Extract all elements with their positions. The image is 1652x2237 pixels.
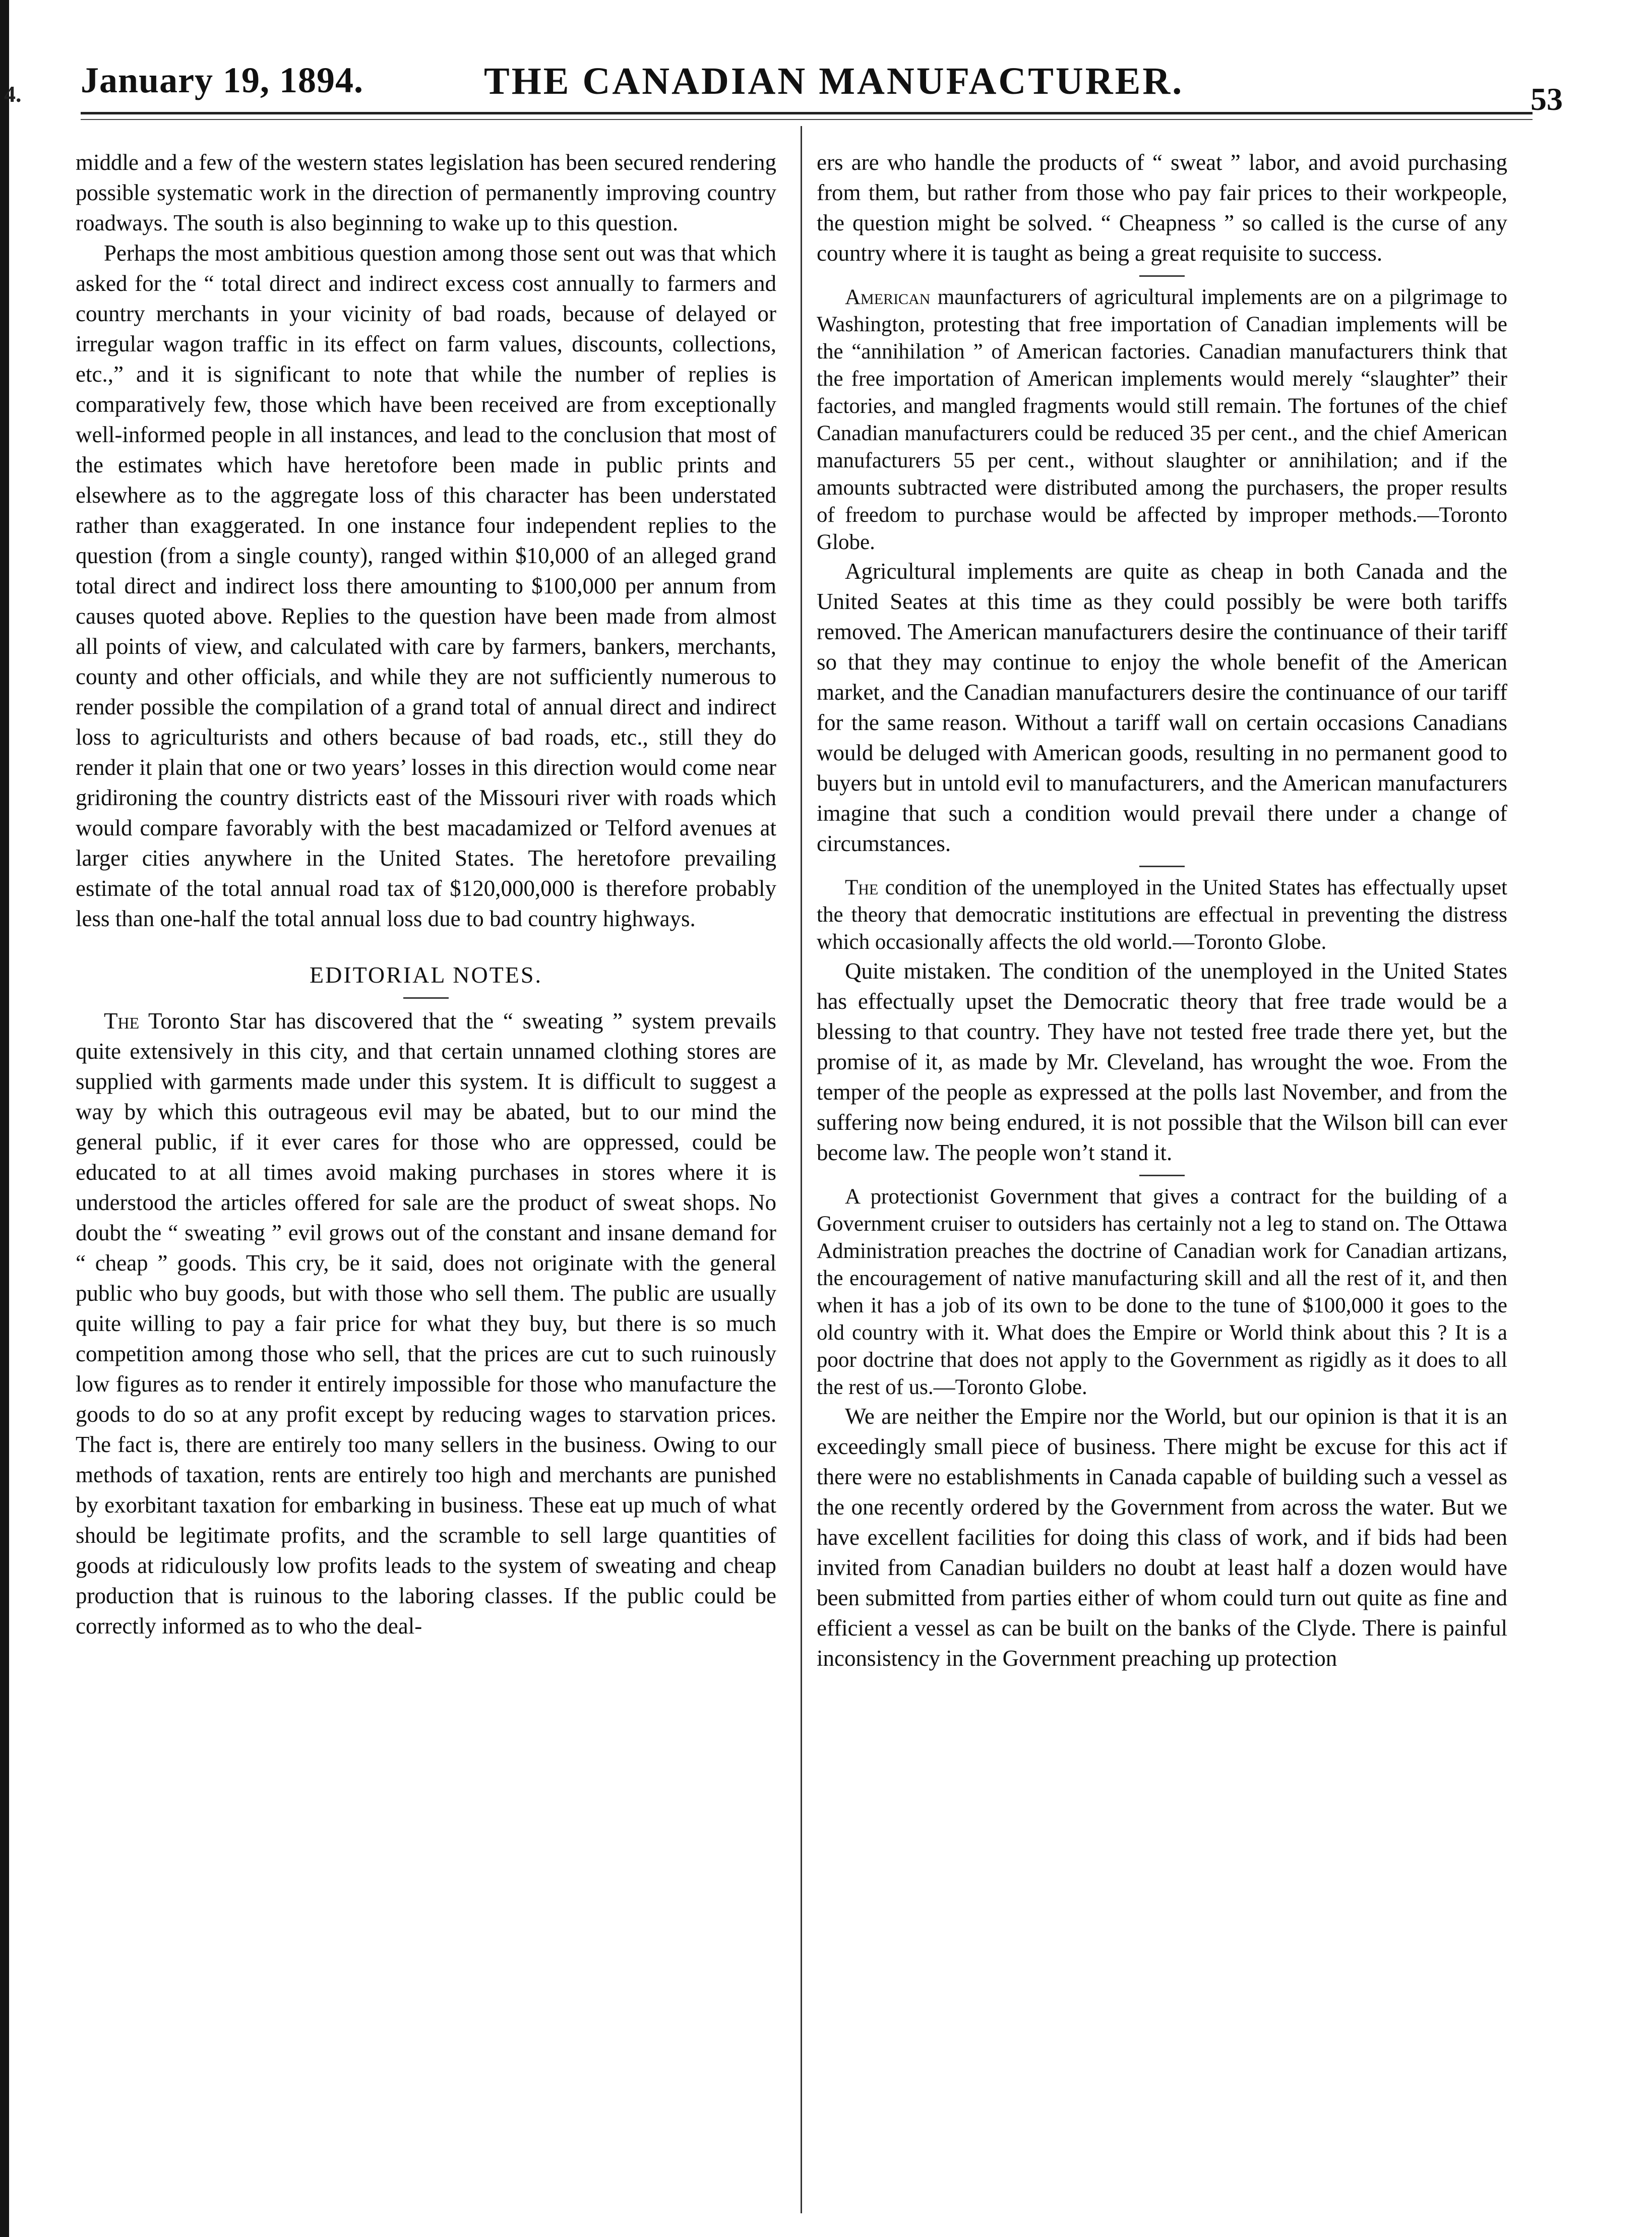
page-number: 53 <box>1531 81 1563 117</box>
adjacent-page-fragment: 4. <box>4 81 22 107</box>
page-header <box>81 55 1583 116</box>
section-rule <box>403 997 449 999</box>
paragraph-road-loss: Perhaps the most ambitious question among those sent out was that which asked for the “ total direct and indirect excess cost annually to farmers and country merchants in your vicinity of bad roads, because of delayed or irregular wagon traffic in its effect on farm values, discounts, collections, etc.,” and it is significant to note that while the number of replies is comparatively few, those which have been received are from exceptionally well-informed people in all instances, and lead to the conclusion that most of the estimates which have heretofore been made in public prints and elsewhere as to the aggregate loss of this character has been understated rather than exaggerated. In one instance four independent replies to the question (from a single county), ranged within $10,000 of an alleged grand total direct and indirect loss there amounting to $100,000 per annum from causes quoted above. Replies to the question have been made from almost all points of view, and calculated with care by farmers, bankers, merchants, county and other officials, and while they are not sufficiently numerous to render possible the compilation of a grand total of annual direct and indirect loss to agriculturists and others because of bad roads, etc., still they do render it plain that one or two years’ losses in this direction would come near gridironing the country districts east of the Missouri river with roads which would compare favorably with the best macadamized or Telford avenues at larger cities anywhere in the United States. The heretofore prevailing estimate of the total annual road tax of $120,000,000 is therefore probably less than one-half the total annual loss due to bad country highways. <box>76 240 776 931</box>
lead-word: American <box>845 285 931 309</box>
paragraph-body: condition of the unemployed in the United States has effectually upset the theory that democratic institutions are effectual in preventing the distress which occasionally affects the old world.—Toronto Globe. <box>817 876 1507 954</box>
publication-title: THE CANADIAN MANUFACTURER. <box>484 60 1184 102</box>
right-column <box>817 147 1507 1673</box>
paragraph-agricultural-quote <box>817 284 1507 556</box>
lead-word: The <box>845 876 879 899</box>
paragraph-sweating-system <box>76 1006 776 1641</box>
issue-date: January 19, 1894. <box>81 60 364 100</box>
paragraph-body: maunfacturers of agricultural implements are on a pilgrimage to Washington, protesting that free importation of Canadian implements will be the “annihilation ” of American factories. Canadian manufacturers think that the free importation of American implements would merely “slaughter” their factories, and mangled fragments would still remain. The fortunes of the chief Canadian manufacturers could be reduced 35 per cent., and the chief American manufacturers 55 per cent., without slaughter or annihilation; and if the amounts subtracted were distributed among the purchasers, the proper results of freedom to purchase would be affected by improper methods.—Toronto Globe. <box>817 285 1507 554</box>
paragraph-sweat-continued: ers are who handle the products of “ sweat ” labor, and avoid purchasing from them, but rather from those who pay fair prices to their workpeople, the question might be solved. “ Cheapness ” so called is the curse of any country where it is taught as being a great requisite to success. <box>817 150 1507 266</box>
section-rule <box>1139 866 1185 867</box>
paragraph-cruiser-reply: We are neither the Empire nor the World, but our opinion is that it is an exceedingly small piece of business. There might be excuse for this act if there were no establishments in Canada capable of building such a vessel as the one recently ordered by the Government from across the water. But we have excellent facilities for doing this class of work, and if bids had been invited from Canadian builders no doubt at least half a dozen would have been submitted from parties either of whom could turn out quite as fine and efficient a vessel as can be built on the banks of the Clyde. There is painful inconsistency in the Government preaching up protection <box>817 1404 1507 1671</box>
column-divider <box>801 126 802 2213</box>
header-rule <box>81 112 1533 114</box>
paragraph-roads-continued: middle and a few of the western states legislation has been secured rendering possible systematic work in the direction of permanently improving country roadways. The south is also beginning to wake up to this question. <box>76 150 776 235</box>
header-rule-thin <box>81 119 1533 120</box>
section-rule <box>1139 1175 1185 1176</box>
paragraph-unemployed-reply: Quite mistaken. The condition of the unemployed in the United States has effectually upset the Democratic theory that free trade would be a blessing to that country. They have not tested free trade there yet, but the promise of it, as made by Mr. Cleveland, has wrought the woe. From the temper of the people as expressed at the polls last November, and from the suffering now being endured, it is not possible that the Wilson bill can ever become law. The people won’t stand it. <box>817 958 1507 1165</box>
paragraph-agricultural-reply: Agricultural implements are quite as cheap in both Canada and the United Seates at this time as they could possibly be were both tariffs removed. The American manufacturers desire the continuance of their tariff so that they may continue to enjoy the whole benefit of the American market, and the Canadian manufacturers desire the continuance of our tariff for the same reason. Without a tariff wall on certain occasions Canadians would be deluged with American goods, resulting in no permanent good to buyers but in untold evil to manufacturers, and the American manufacturers imagine that such a condition would prevail there under a change of circumstances. <box>817 559 1507 856</box>
binding-edge <box>0 0 9 2237</box>
editorial-notes-heading: EDITORIAL NOTES. <box>310 962 542 988</box>
section-rule <box>1139 275 1185 277</box>
paragraph-cruiser-quote: A protectionist Government that gives a contract for the building of a Government cruiser to outsiders has certainly not a leg to stand on. The Ottawa Administration preaches the doctrine of Canadian work for Canadian artizans, the encouragement of native manufacturing skill and all the rest of it, and then when it has a job of its own to be done to the tune of $100,000 it goes to the old country with it. What does the Empire or World think about this ? It is a poor doctrine that does not apply to the Government as rigidly as it does to all the rest of us.—Toronto Globe. <box>817 1185 1507 1399</box>
left-column <box>76 147 776 1641</box>
paragraph-unemployed-quote <box>817 874 1507 956</box>
paragraph-body: Toronto Star has discovered that the “ sweating ” system prevails quite extensively in this city, and that certain unnamed clothing stores are supplied with garments made under this system. It is difficult to suggest a way by which this outrageous evil may be abated, but to our mind the general public, if it ever cares for those who are oppressed, could be educated to at all times avoid making purchases in stores where it is understood the articles offered for sale are the product of sweat shops. No doubt the “ sweating ” evil grows out of the constant and insane demand for “ cheap ” goods. This cry, be it said, does not originate with the general public who buy goods, but with those who sell them. The public are usually quite willing to pay a fair price for what they buy, but there is so much competition among those who sell, that the prices are cut to such ruinously low figures as to render it entirely impossible for those who manufacture the goods to do so at any profit except by reducing wages to starvation prices. The fact is, there are entirely too many sellers in the business. Owing to our methods of taxation, rents are entirely too high and merchants are punished by exorbitant taxation for embarking in business. These eat up much of what should be legitimate profits, and the scramble to sell large quantities of goods at ridiculously low profits leads to the system of sweating and cheap production that is ruinous to the laboring classes. If the public could be correctly informed as to who the deal- <box>76 1008 776 1639</box>
lead-word: The <box>104 1008 140 1034</box>
